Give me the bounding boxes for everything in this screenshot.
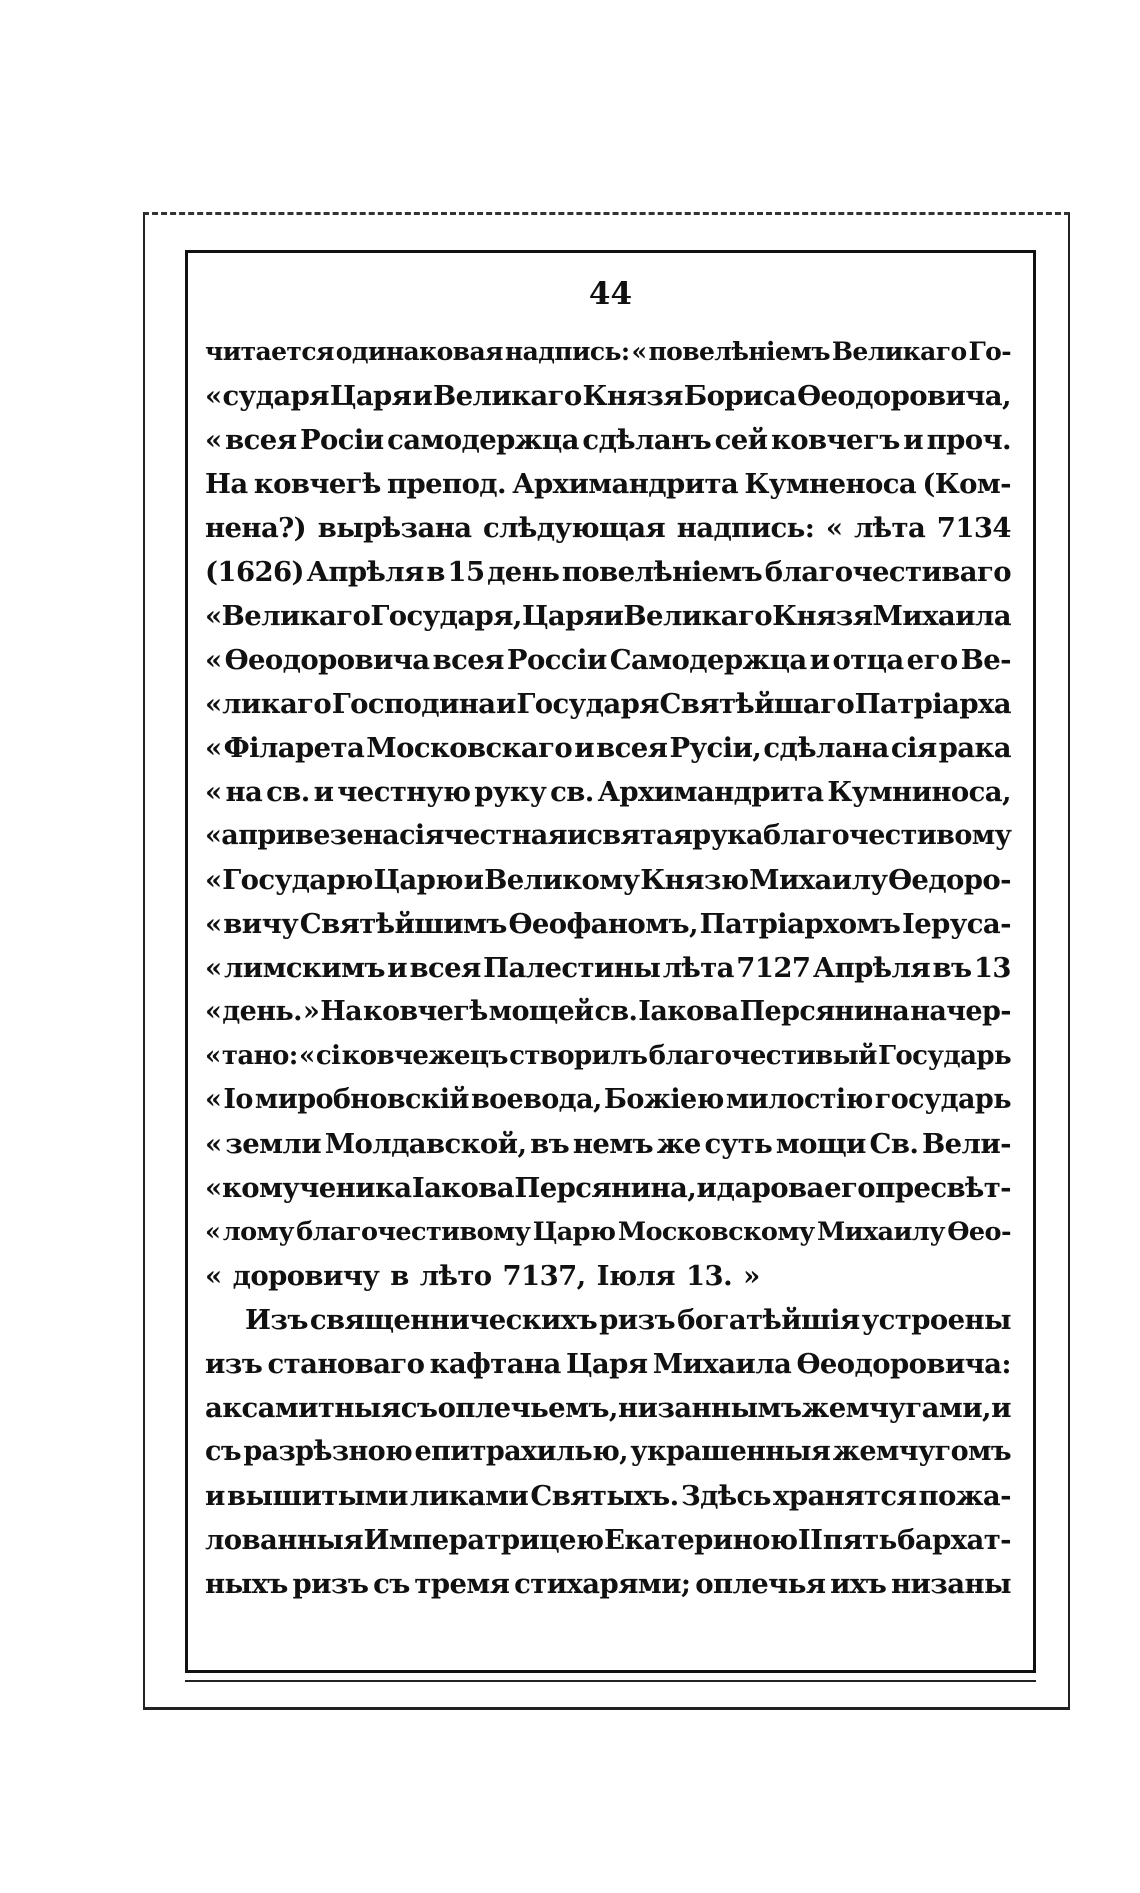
word: Іюля — [596, 1260, 676, 1292]
word: 7134 — [936, 512, 1011, 544]
word: изъ — [205, 1348, 263, 1380]
word: в — [390, 1260, 409, 1292]
word: милостію — [725, 1084, 873, 1115]
word: руку — [474, 776, 547, 808]
word: « — [205, 996, 222, 1027]
word: сдѣлана — [763, 732, 889, 764]
word: комученика — [221, 1172, 412, 1204]
word: епитрахилью, — [414, 1436, 628, 1467]
word: « — [205, 952, 222, 984]
word: Царю — [373, 864, 463, 896]
word: суть — [704, 1128, 773, 1160]
word: съ — [373, 1568, 410, 1600]
text-line — [205, 682, 1011, 726]
word: ковчегъ — [771, 424, 900, 456]
word: благочестивому — [762, 820, 1012, 851]
word: хранятся — [773, 1480, 917, 1512]
word: лѣта — [662, 952, 734, 984]
word: Палестины — [483, 952, 661, 984]
text-line — [205, 1166, 1011, 1210]
text-line — [205, 1562, 1011, 1606]
word: повелѣніемъ — [561, 556, 763, 588]
word: мощи — [775, 1128, 866, 1160]
word: же — [656, 1128, 701, 1160]
word: ликами — [410, 1480, 529, 1512]
word: « — [205, 644, 222, 676]
word: повелѣніемъ — [648, 337, 830, 366]
text-line — [205, 418, 1011, 462]
word: Іо — [223, 1084, 253, 1115]
word: а — [221, 820, 239, 851]
word: пять — [822, 1524, 897, 1556]
word: Апрѣля — [812, 952, 931, 984]
word: разрѣзною — [243, 1436, 413, 1467]
word: украшенныя — [630, 1436, 831, 1467]
text-line — [205, 1342, 1011, 1386]
word: сударя — [222, 380, 329, 412]
word: Святѣйшимъ — [299, 908, 507, 940]
word: его — [906, 644, 958, 676]
word: жемчугомъ — [832, 1436, 1011, 1467]
text-line — [205, 638, 1011, 682]
word: сія — [399, 820, 444, 851]
word: лѣто — [419, 1260, 492, 1292]
word: « — [205, 864, 222, 896]
word: Святѣйшаго — [659, 688, 855, 720]
word: устроены — [861, 1304, 1011, 1336]
word: Іеруса- — [901, 908, 1011, 940]
word: и — [205, 1480, 225, 1512]
word: Патріархомъ — [699, 908, 901, 940]
word: Царя — [565, 1348, 648, 1380]
word: на — [225, 776, 263, 808]
word: 15 — [447, 556, 485, 588]
word: Великому — [484, 864, 640, 896]
word: Го- — [968, 337, 1011, 366]
word: Патріарха — [854, 688, 1011, 720]
word: Кумниноса, — [827, 776, 1011, 808]
word: привезена — [238, 820, 400, 851]
word: честную — [337, 776, 471, 808]
word: и — [696, 1172, 717, 1204]
word: Государя — [516, 688, 659, 720]
word: Екатериною — [603, 1524, 798, 1556]
word: благочестивый — [648, 1041, 877, 1071]
word: » — [302, 996, 320, 1027]
word: и — [412, 380, 433, 412]
word: пресвѣт- — [875, 1172, 1011, 1204]
word: и — [574, 732, 595, 764]
word: всея — [225, 424, 297, 456]
word: оплечья — [695, 1568, 826, 1600]
word: лованныя — [205, 1524, 363, 1556]
text-line — [205, 1254, 1011, 1298]
word: Князю — [640, 864, 749, 896]
text-line — [205, 902, 1011, 946]
word: Государю — [222, 864, 373, 896]
text-line — [205, 1386, 1011, 1430]
word: (1626) — [205, 556, 304, 588]
word: « — [205, 820, 222, 851]
word: Ѳеодоровича — [224, 644, 430, 676]
word: Московскаго — [366, 732, 573, 764]
word: съ — [205, 1436, 241, 1467]
word: отца — [832, 644, 904, 676]
word: Ѳеофаномъ, — [508, 908, 698, 940]
word: Апрѣля — [306, 556, 424, 588]
text-line — [205, 858, 1011, 902]
word: Молдавской, — [324, 1128, 527, 1160]
word: Господина — [331, 688, 496, 720]
word: Царя — [329, 380, 412, 412]
word: миробновскій — [254, 1084, 469, 1115]
word: Михаила — [872, 600, 1011, 632]
word: « — [205, 1217, 221, 1247]
word: Императрицею — [363, 1524, 604, 1556]
word: и — [903, 424, 924, 456]
word: Изъ — [245, 1304, 308, 1336]
word: вырѣзана — [317, 512, 472, 544]
word: Росіи — [299, 424, 384, 456]
text-line — [205, 330, 1011, 374]
word: Іакова — [411, 1172, 515, 1204]
word: благочестиваго — [764, 556, 1011, 588]
word: кафтана — [429, 1348, 561, 1380]
word: богатѣйшія — [677, 1304, 860, 1336]
word: Вели- — [922, 1128, 1011, 1160]
word: Великаго — [623, 600, 773, 632]
word: нена?) — [205, 512, 307, 544]
word: рака — [938, 732, 1011, 764]
word: « — [205, 776, 222, 808]
word: его — [824, 1172, 875, 1204]
word: дарова — [716, 1172, 824, 1204]
text-line — [205, 506, 1011, 550]
word: « — [299, 1041, 315, 1071]
word: немъ — [572, 1128, 654, 1160]
word: « — [205, 380, 222, 412]
word: читается — [205, 337, 334, 366]
word: Царю — [532, 1217, 616, 1247]
word: Філарета — [223, 732, 365, 764]
word: Ѳео- — [947, 1217, 1011, 1247]
text-line — [205, 462, 1011, 506]
word: низаны — [890, 1568, 1011, 1600]
word: Великаго — [433, 380, 582, 412]
word: « — [631, 337, 647, 366]
word: въ — [530, 1128, 570, 1160]
word: ковчежецъ — [341, 1041, 508, 1071]
word: рука — [692, 820, 763, 851]
word: и — [313, 776, 334, 808]
word: Россіи — [506, 644, 607, 676]
word: и — [603, 600, 624, 632]
word: На — [320, 996, 363, 1027]
word: Великаго — [831, 337, 967, 366]
text-line — [205, 374, 1011, 418]
word: Ѳеодоровича, — [797, 380, 1011, 412]
word: и — [567, 820, 587, 851]
text-line — [205, 770, 1011, 814]
word: Ве- — [960, 644, 1011, 676]
word: становаго — [267, 1348, 425, 1380]
word: Святыхъ. — [530, 1480, 679, 1512]
word: и — [809, 644, 830, 676]
word: 13. — [686, 1260, 733, 1292]
word: 7127 — [736, 952, 811, 984]
word: Архимандрита — [512, 468, 739, 500]
word: « — [205, 1041, 221, 1071]
word: « — [205, 688, 222, 720]
word: и — [387, 952, 408, 984]
word: « — [205, 424, 222, 456]
word: тано: — [221, 1041, 298, 1071]
word: « — [205, 1128, 222, 1160]
text-line — [205, 1474, 1011, 1518]
word: сдѣланъ — [582, 424, 712, 456]
word: препод. — [386, 468, 507, 500]
word: Св. — [869, 1128, 919, 1160]
text-line — [205, 946, 1011, 990]
text-line — [205, 1298, 1011, 1342]
word: св. — [594, 996, 638, 1027]
word: Іакова — [638, 996, 739, 1027]
word: оплечьемъ, — [437, 1392, 618, 1424]
word: ризъ — [599, 1304, 676, 1336]
word: одинаковая — [335, 337, 503, 366]
word: Русіи, — [669, 732, 762, 764]
word: Кумненоса — [744, 468, 917, 500]
page-number: 44 — [588, 276, 633, 312]
word: всея — [432, 644, 504, 676]
word: « — [205, 908, 222, 940]
word: и — [991, 1392, 1011, 1424]
text-line — [205, 1122, 1011, 1166]
word: в — [426, 556, 445, 588]
word: сей — [714, 424, 768, 456]
word: и — [496, 688, 516, 720]
word: « — [205, 1084, 222, 1115]
word: надпись: — [676, 512, 815, 544]
word: святая — [586, 820, 693, 851]
text-line — [205, 1078, 1011, 1122]
word: лимскимъ — [224, 952, 385, 984]
word: Князя — [582, 380, 683, 412]
text-line — [205, 1210, 1011, 1254]
word: благочестивому — [296, 1217, 531, 1247]
word: ликаго — [222, 688, 332, 720]
word: Михаилу — [817, 1217, 945, 1247]
word: ныхъ — [205, 1568, 288, 1600]
word: въ — [932, 952, 972, 984]
word: 7137, — [502, 1260, 586, 1292]
word: » — [743, 1260, 760, 1292]
word: всея — [596, 732, 668, 764]
word: воевода, — [470, 1084, 602, 1115]
word: (Ком- — [922, 468, 1011, 500]
word: низаннымъ — [618, 1392, 802, 1424]
text-line — [205, 814, 1011, 858]
text-line — [205, 726, 1011, 770]
word: начер- — [910, 996, 1011, 1027]
word: Ѳедоро- — [888, 864, 1011, 896]
word: лому — [222, 1217, 294, 1247]
word: II — [797, 1524, 823, 1556]
word: « — [205, 1172, 222, 1204]
word: тремя — [414, 1568, 510, 1600]
word: доровичу — [232, 1260, 380, 1292]
word: Здѣсь — [680, 1480, 771, 1512]
word: Архимандрита — [597, 776, 824, 808]
word: св. — [550, 776, 594, 808]
text-line — [205, 1430, 1011, 1474]
word: всея — [409, 952, 481, 984]
word: мощей — [488, 996, 594, 1027]
word: Государь — [878, 1041, 1011, 1071]
word: аксамитныя — [205, 1392, 401, 1424]
word: лѣта — [854, 512, 926, 544]
word: Самодержца — [609, 644, 807, 676]
word: вичу — [223, 908, 299, 940]
word: Михаила — [652, 1348, 792, 1380]
body-text — [205, 330, 1011, 1606]
word: « — [825, 512, 843, 544]
word: Московскому — [617, 1217, 815, 1247]
word: бархат- — [897, 1524, 1011, 1556]
word: Персянина, — [514, 1172, 697, 1204]
word: священническихъ — [309, 1304, 598, 1336]
word: Государя, — [370, 600, 522, 632]
word: и — [463, 864, 484, 896]
word: ризъ — [292, 1568, 369, 1600]
word: надпись: — [504, 337, 630, 366]
word: Персянина — [739, 996, 910, 1027]
word: Божіею — [603, 1084, 724, 1115]
word: честная — [443, 820, 568, 851]
text-line — [205, 1518, 1011, 1562]
text-line — [205, 990, 1011, 1034]
word: Бориса — [683, 380, 797, 412]
word: пожа- — [918, 1480, 1011, 1512]
word: « — [205, 1260, 222, 1292]
word: ихъ — [830, 1568, 887, 1600]
word: На — [205, 468, 248, 500]
word: сія — [890, 732, 937, 764]
word: Ѳеодоровича: — [796, 1348, 1011, 1380]
word: сі — [315, 1041, 341, 1071]
text-line — [205, 550, 1011, 594]
word: день — [487, 556, 560, 588]
word: день. — [222, 996, 302, 1027]
word: Великаго — [221, 600, 371, 632]
word: самодержца — [387, 424, 579, 456]
word: 13 — [973, 952, 1011, 984]
word: съ — [400, 1392, 438, 1424]
text-line — [205, 1034, 1011, 1078]
word: ковчегѣ — [363, 996, 488, 1027]
word: створилъ — [509, 1041, 648, 1071]
word: стихарями; — [514, 1568, 691, 1600]
word: вышитыми — [227, 1480, 408, 1512]
word: св. — [266, 776, 310, 808]
text-line — [205, 594, 1011, 638]
word: Михаилу — [749, 864, 888, 896]
word: слѣдующая — [483, 512, 666, 544]
word: жемчугами, — [801, 1392, 991, 1424]
word: « — [205, 600, 222, 632]
word: Царя — [521, 600, 604, 632]
word: ковчегѣ — [253, 468, 381, 500]
word: земли — [225, 1128, 322, 1160]
word: Князя — [772, 600, 873, 632]
word: государь — [874, 1084, 1011, 1115]
word: « — [205, 732, 222, 764]
word: проч. — [926, 424, 1011, 456]
